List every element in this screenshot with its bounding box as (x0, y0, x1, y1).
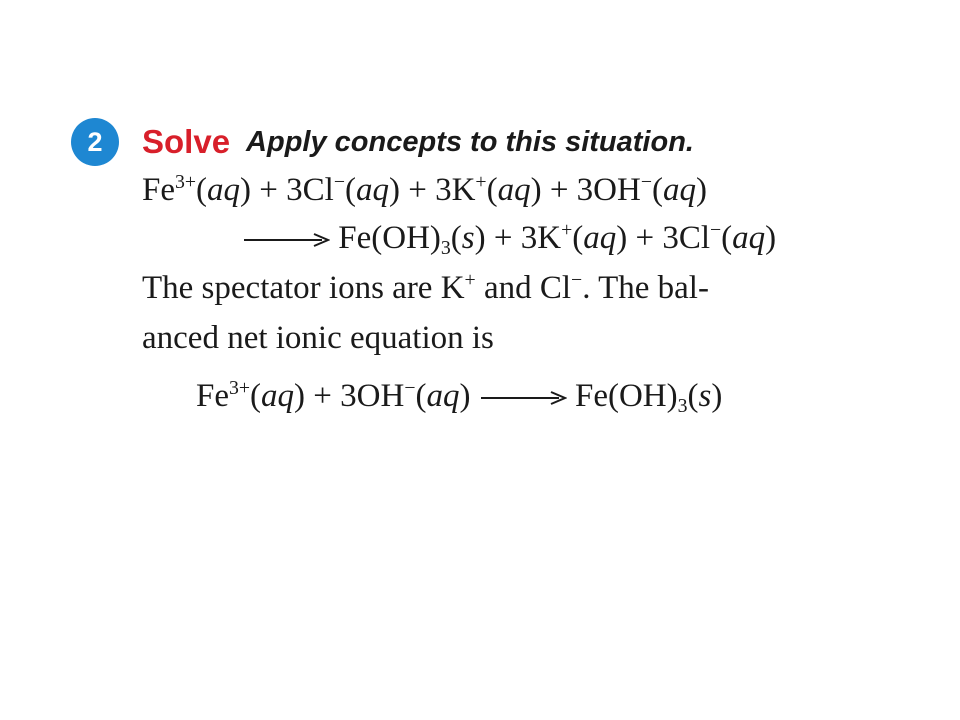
step-instruction: Apply concepts to this situation. (246, 125, 694, 158)
explanation-line2: anced net ionic equation is (142, 320, 494, 356)
net-ionic-equation: $Fe^{3+}(aq) + 3OH^-(aq)$ $Fe(OH)_3(s)$ (196, 377, 723, 417)
step-title: Solve (142, 123, 231, 160)
step-heading (142, 118, 694, 166)
explanation-line1: The spectator ions are K+ and Cl−. The bal- (142, 269, 709, 306)
step-number-badge: 2 (71, 118, 119, 166)
full-equation-line2: $Fe(OH)_3(s) + 3K^+(aq) + 3Cl^-(aq)$ (242, 222, 776, 255)
full-equation-line1: $Fe^{3+}(aq) + 3Cl^-(aq) + 3K^+(aq) + 3OH^-(aq)$ (142, 171, 707, 208)
